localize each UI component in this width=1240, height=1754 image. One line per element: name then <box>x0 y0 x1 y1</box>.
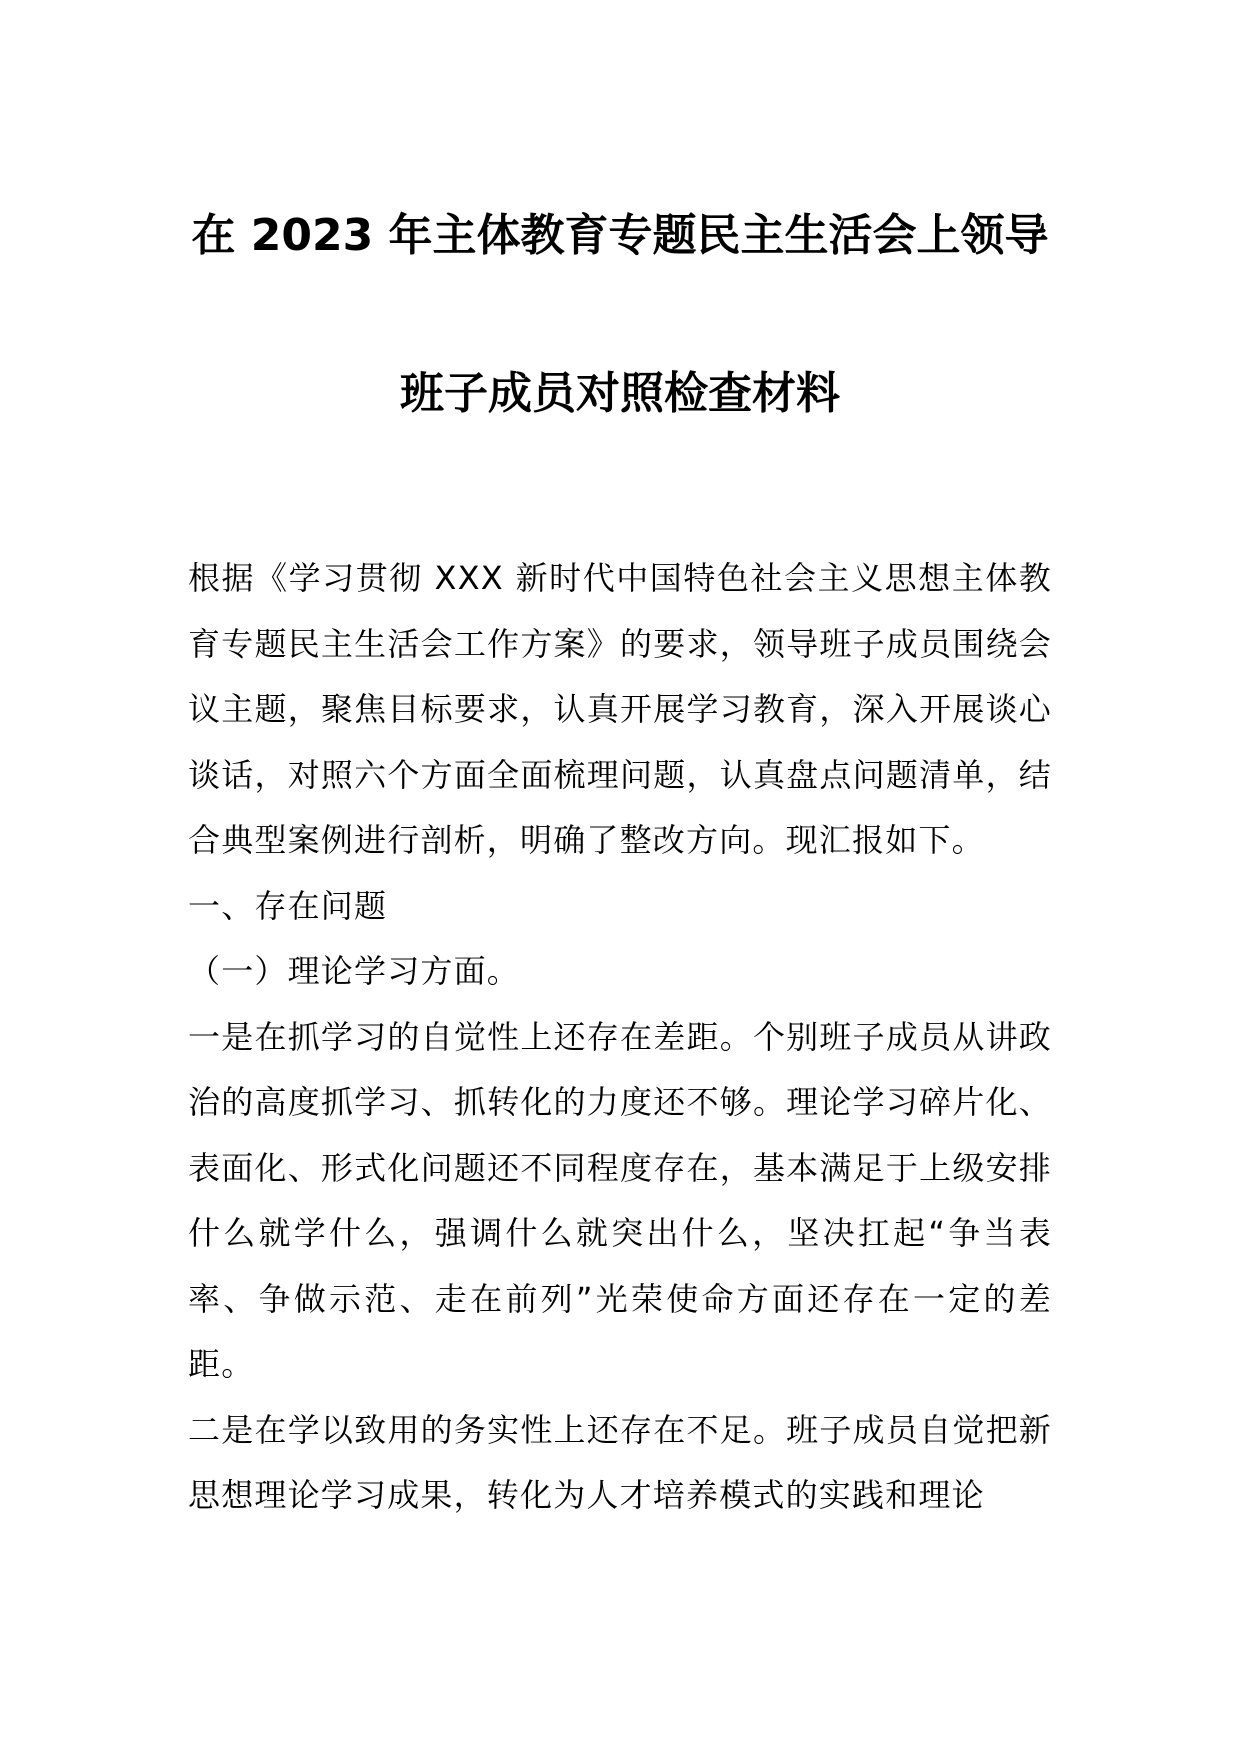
subsection-heading-theory-study: （一）理论学习方面。 <box>188 952 521 990</box>
document-body <box>188 546 1052 1529</box>
document-title-line-2: 班子成员对照检查材料 <box>400 368 840 419</box>
point-two-paragraph: 二是在学以致用的务实性上还存在不足。班子成员自觉把新思想理论学习成果，转化为人才培养模式的实践和理论 <box>188 1410 1052 1514</box>
section-heading-existing-problems: 一、存在问题 <box>188 886 388 925</box>
intro-paragraph: 根据《学习贯彻 XXX 新时代中国特色社会主义思想主体教育专题民主生活会工作方案》的要求，领导班子成员围绕会议主题，聚焦目标要求，认真开展学习教育，深入开展谈心谈话，对照六个方面全面梳理问题，认真盘点问题清单，结合典型案例进行剖析，明确了整改方向。现汇报如下。 <box>188 559 1052 859</box>
point-one-paragraph: 一是在抓学习的自觉性上还存在差距。个别班子成员从讲政治的高度抓学习、抓转化的力度还不够。理论学习碎片化、表面化、形式化问题还不同程度存在，基本满足于上级安排什么就学什么，强调什么就突出什么，坚决扛起“争当表率、争做示范、走在前列”光荣使命方面还存在一定的差距。 <box>188 1017 1052 1383</box>
document-title-line-1: 在 2023 年主体教育专题民主生活会上领导 <box>191 210 1049 261</box>
